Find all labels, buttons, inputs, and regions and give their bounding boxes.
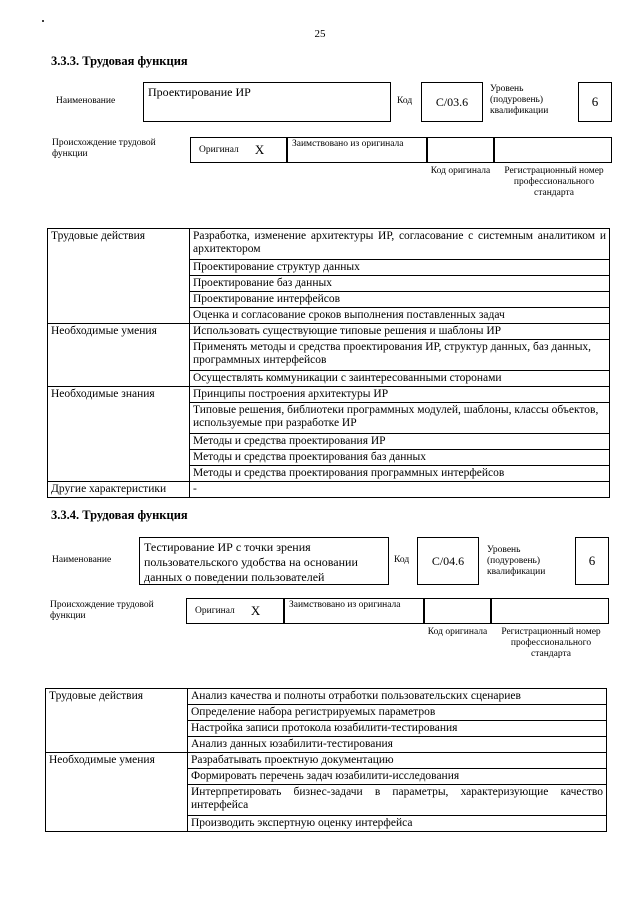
function-code-334: C/04.6 [417, 537, 479, 585]
reg-number-caption-334: Регистрационный номер профессионального стандарта [501, 627, 601, 659]
category-cell: Необходимые умения [46, 753, 188, 832]
page-number: 25 [314, 28, 326, 40]
borrowed-cell-334 [284, 598, 424, 624]
original-label-334: Оригинал [195, 605, 235, 616]
table-row [48, 387, 610, 403]
level-label-334: Уровень (подуровень) квалификации [487, 545, 546, 577]
requirements-table-333 [47, 228, 610, 498]
function-name-333: Проектирование ИР [143, 82, 391, 122]
section-heading-334: 3.3.4. Трудовая функция [51, 508, 188, 522]
original-x-mark-333: X [254, 142, 265, 157]
category-cell: Трудовые действия [46, 689, 188, 753]
level-value-333: 6 [578, 82, 612, 122]
reg-number-caption-333: Регистрационный номер профессионального стандарта [504, 166, 604, 198]
category-cell: Необходимые умения [48, 324, 190, 387]
item-cell: Интерпретировать бизнес-задачи в параметры, характеризующие качество интерфейса [188, 785, 607, 816]
original-label-333: Оригинал [199, 144, 239, 155]
item-cell: Методы и средства проектирования баз данных [190, 450, 610, 466]
name-label-334: Наименование [52, 555, 112, 565]
item-cell: Разработка, изменение архитектуры ИР, согласование с системным аналитиком и архитектором [190, 229, 610, 260]
origin-code-caption-333: Код оригинала [430, 166, 491, 176]
reg-number-cell-334 [491, 598, 609, 624]
item-cell: Производить экспертную оценку интерфейса [188, 816, 607, 832]
item-cell: Методы и средства проектирования программных интерфейсов [190, 466, 610, 482]
code-label-334: Код [394, 555, 410, 565]
category-cell: Необходимые знания [48, 387, 190, 482]
origin-code-cell-334 [424, 598, 491, 624]
table-row [48, 482, 610, 498]
item-cell: Проектирование интерфейсов [190, 292, 610, 308]
original-x-mark-334: X [250, 603, 261, 618]
category-cell: Трудовые действия [48, 229, 190, 324]
item-cell: Определение набора регистрируемых параметров [188, 705, 607, 721]
function-name-334: Тестирование ИР с точки зрения пользовательского удобства на основании данных о поведении пользователей [139, 537, 389, 585]
table-row [48, 229, 610, 260]
item-cell: Проектирование баз данных [190, 276, 610, 292]
borrowed-cell-333 [287, 137, 427, 163]
origin-label-333: Происхождение трудовой функции [52, 138, 156, 159]
reg-number-cell-333 [494, 137, 612, 163]
borrowed-label-333: Заимствовано из оригинала [292, 139, 404, 149]
origin-code-cell-333 [427, 137, 494, 163]
item-cell: Осуществлять коммуникации с заинтересованными сторонами [190, 371, 610, 387]
code-label-333: Код [397, 96, 413, 106]
item-cell: Анализ качества и полноты отработки пользовательских сценариев [188, 689, 607, 705]
table-row [46, 753, 607, 769]
section-heading-333: 3.3.3. Трудовая функция [51, 54, 188, 68]
item-cell: Формировать перечень задач юзабилити-исследования [188, 769, 607, 785]
function-code-333: C/03.6 [421, 82, 483, 122]
table-row [46, 689, 607, 705]
item-cell: Методы и средства проектирования ИР [190, 434, 610, 450]
item-cell: - [190, 482, 610, 498]
item-cell: Оценка и согласование сроков выполнения поставленных задач [190, 308, 610, 324]
item-cell: Разрабатывать проектную документацию [188, 753, 607, 769]
item-cell: Типовые решения, библиотеки программных модулей, шаблоны, классы объектов, используемые при разработке ИР [190, 403, 610, 434]
origin-label-334: Происхождение трудовой функции [50, 600, 154, 621]
item-cell: Использовать существующие типовые решения и шаблоны ИР [190, 324, 610, 340]
origin-code-caption-334: Код оригинала [427, 627, 488, 637]
item-cell: Принципы построения архитектуры ИР [190, 387, 610, 403]
category-cell: Другие характеристики [48, 482, 190, 498]
origin-original-cell-333 [190, 137, 287, 163]
level-value-334: 6 [575, 537, 609, 585]
item-cell: Проектирование структур данных [190, 260, 610, 276]
name-label-333: Наименование [56, 96, 116, 106]
item-cell: Настройка записи протокола юзабилити-тестирования [188, 721, 607, 737]
origin-original-cell-334 [186, 598, 284, 624]
item-cell: Применять методы и средства проектирования ИР, структур данных, баз данных, программных интерфейсов [190, 340, 610, 371]
borrowed-label-334: Заимствовано из оригинала [289, 600, 401, 610]
item-cell: Анализ данных юзабилити-тестирования [188, 737, 607, 753]
table-row [48, 324, 610, 340]
requirements-table-334 [45, 688, 607, 832]
scan-speck [42, 20, 44, 22]
level-label-333: Уровень (подуровень) квалификации [490, 84, 549, 116]
